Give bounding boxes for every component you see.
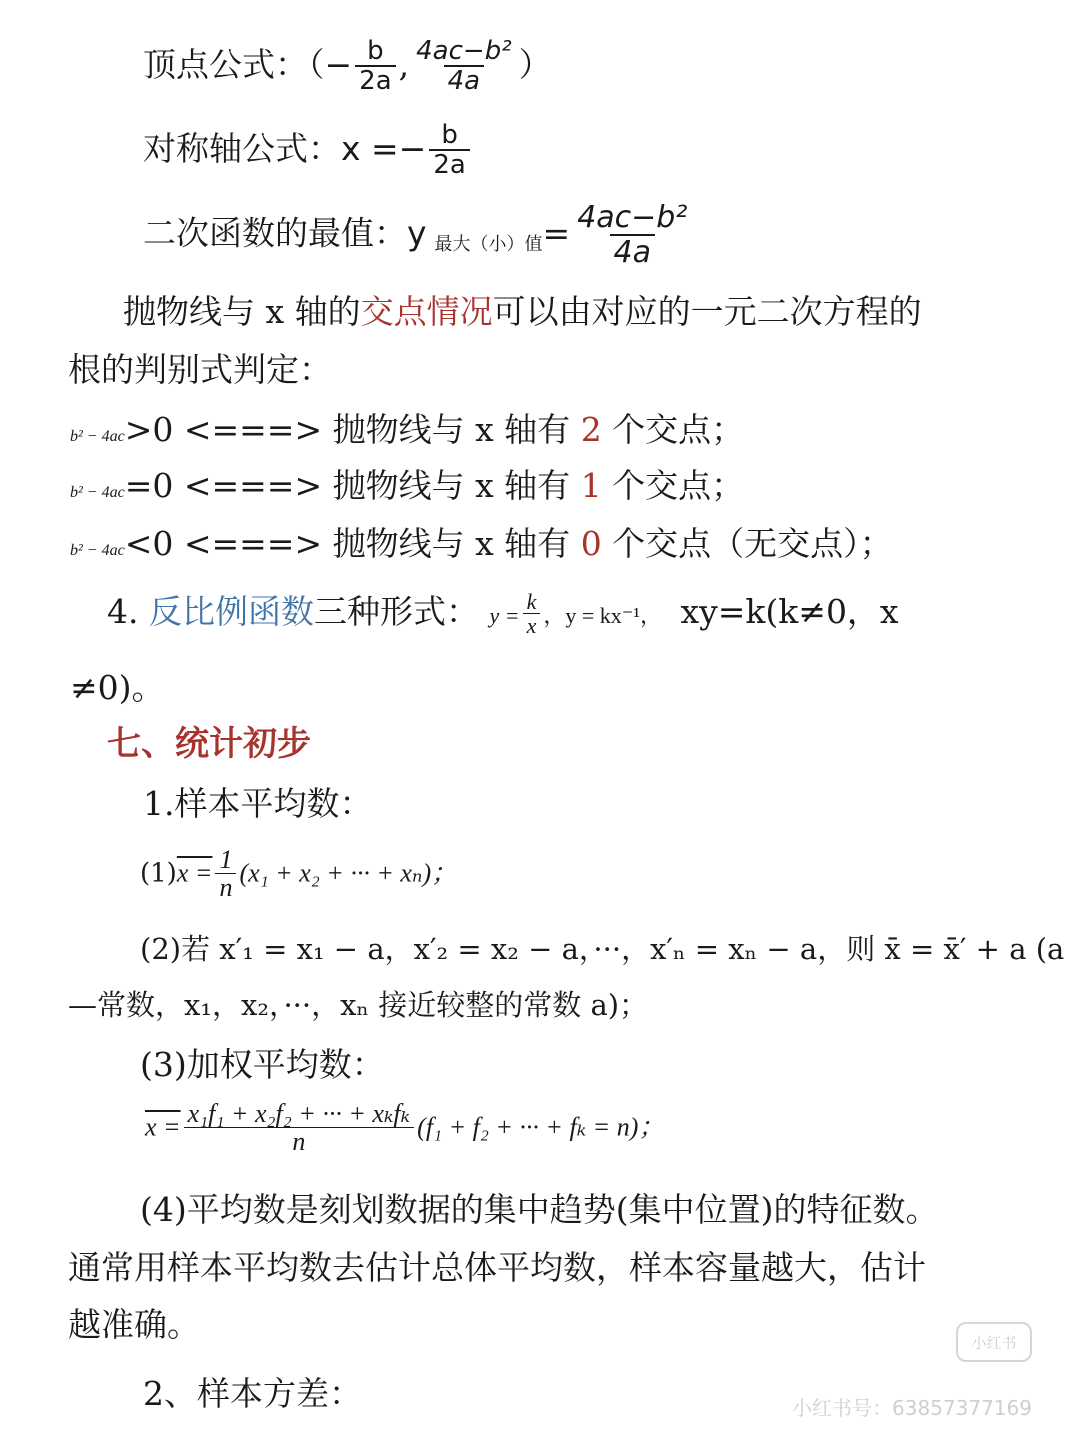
watermark-id: 小红书号：63857377169 bbox=[792, 1396, 1032, 1420]
extreme-fraction bbox=[573, 202, 691, 269]
case-row bbox=[70, 524, 893, 564]
mean-note-line-3: 越准确。 bbox=[68, 1305, 200, 1344]
extreme-y: y bbox=[407, 213, 427, 253]
extreme-equals: = bbox=[542, 213, 571, 253]
fraction-denominator: 4a bbox=[610, 234, 655, 269]
mean-title: 1.样本平均数： bbox=[143, 784, 373, 823]
intro-part-1: 抛物线与 x 轴的 bbox=[123, 292, 361, 331]
vertex-fraction-1 bbox=[355, 38, 395, 96]
inverse-function-line bbox=[107, 590, 899, 638]
case-count: 2 bbox=[580, 410, 602, 449]
vertex-close: ） bbox=[518, 44, 552, 84]
mean-note-line-2: 通常用样本平均数去估计总体平均数，样本容量越大，估计 bbox=[68, 1248, 926, 1287]
fraction-denominator: n bbox=[184, 1127, 415, 1157]
vertex-fraction-2 bbox=[412, 38, 515, 96]
mean-note-line-1: (4)平均数是刻划数据的集中趋势(集中位置)的特征数。 bbox=[140, 1190, 939, 1229]
mean-formula-2: (2)若 x′₁ = x₁ − a，x′₂ = x₂ − a，···，x′ₙ = xₙ − a，则 x̄ = x̄′ + a (a bbox=[140, 932, 1065, 966]
fraction-numerator: b bbox=[367, 36, 384, 66]
inverse-f3: xy=k(k≠0，x bbox=[680, 592, 899, 632]
discriminant: b² − 4ac bbox=[70, 484, 125, 501]
fraction-denominator: n bbox=[215, 873, 236, 903]
axis-formula bbox=[143, 122, 473, 180]
case-text-1: 抛物线与 x 轴有 bbox=[332, 410, 581, 449]
mean-formula-1 bbox=[140, 846, 457, 903]
case-text-2: 个交点； bbox=[601, 410, 745, 449]
case-text-2: 个交点； bbox=[601, 466, 745, 505]
mean-formula-2-cont: —常数，x₁，x₂，···，xₙ 接近较整的常数 a)； bbox=[68, 988, 649, 1022]
case-text-1: 抛物线与 x 轴有 bbox=[332, 524, 581, 563]
case-count: 1 bbox=[580, 466, 602, 505]
inverse-line-2: ≠0)。 bbox=[70, 668, 165, 707]
fraction-numerator: b bbox=[441, 120, 458, 150]
extreme-label: 二次函数的最值： bbox=[143, 213, 407, 253]
case-text-1: 抛物线与 x 轴有 bbox=[332, 466, 581, 505]
discriminant: b² − 4ac bbox=[70, 542, 125, 559]
case-row bbox=[70, 466, 744, 506]
intro-highlight: 交点情况 bbox=[360, 292, 493, 331]
inverse-fraction bbox=[523, 590, 541, 638]
case-relation: >0 <===> bbox=[124, 410, 323, 449]
vertex-comma: , bbox=[398, 44, 410, 84]
case-count: 0 bbox=[580, 524, 602, 563]
section-title: 七、统计初步 bbox=[107, 724, 311, 764]
inverse-highlight: 反比例函数 bbox=[149, 592, 314, 632]
fraction-numerator: x₁f₁ + x₂f₂ + ··· + xₖfₖ bbox=[187, 1099, 411, 1128]
fraction-denominator: x bbox=[523, 613, 541, 638]
formula-label: (1) bbox=[140, 858, 177, 889]
parabola-intro-line-2: 根的判别式判定： bbox=[68, 350, 332, 389]
inverse-f2: ，y = kx⁻¹， bbox=[543, 603, 663, 629]
case-relation: <0 <===> bbox=[124, 524, 323, 563]
weighted-mean-title: (3)加权平均数： bbox=[140, 1045, 385, 1084]
axis-fraction bbox=[429, 122, 469, 180]
extreme-subscript: 最大（小）值 bbox=[434, 234, 543, 256]
fraction-numerator: k bbox=[526, 589, 537, 614]
variance-title: 2、样本方差： bbox=[143, 1374, 362, 1413]
case-relation: =0 <===> bbox=[124, 466, 323, 505]
mean-lhs: x = bbox=[176, 858, 213, 888]
intro-part-2: 可以由对应的一元二次方程的 bbox=[492, 292, 922, 331]
fraction-numerator: 4ac−b² bbox=[416, 36, 512, 66]
axis-label: 对称轴公式： bbox=[143, 128, 341, 168]
inverse-text: 三种形式： bbox=[314, 592, 479, 632]
mean-fraction bbox=[215, 846, 236, 903]
inverse-f1-lhs: y = bbox=[489, 603, 520, 629]
weighted-fraction bbox=[184, 1100, 415, 1157]
case-text-2: 个交点（无交点）； bbox=[601, 524, 893, 563]
watermark-logo: 小红书 bbox=[956, 1322, 1032, 1362]
weighted-rhs: (f₁ + f₂ + ··· + fₖ = n)； bbox=[417, 1112, 665, 1142]
parabola-intro-line-1 bbox=[123, 292, 922, 332]
fraction-denominator: 2a bbox=[355, 65, 395, 96]
mean-rhs: (x₁ + x₂ + ··· + xₙ)； bbox=[239, 858, 458, 888]
fraction-numerator: 1 bbox=[219, 845, 233, 874]
fraction-denominator: 2a bbox=[429, 149, 469, 180]
vertex-label: 顶点公式：（− bbox=[143, 44, 353, 84]
weighted-mean-formula bbox=[145, 1100, 664, 1157]
extreme-value-formula bbox=[143, 202, 694, 269]
inverse-num: 4. bbox=[107, 592, 139, 632]
weighted-lhs: x = bbox=[145, 1112, 181, 1142]
case-row bbox=[70, 410, 744, 450]
discriminant: b² − 4ac bbox=[70, 428, 125, 445]
vertex-formula bbox=[143, 38, 552, 96]
fraction-denominator: 4a bbox=[444, 65, 484, 96]
fraction-numerator: 4ac−b² bbox=[577, 200, 688, 235]
axis-expression: x =− bbox=[341, 128, 427, 168]
